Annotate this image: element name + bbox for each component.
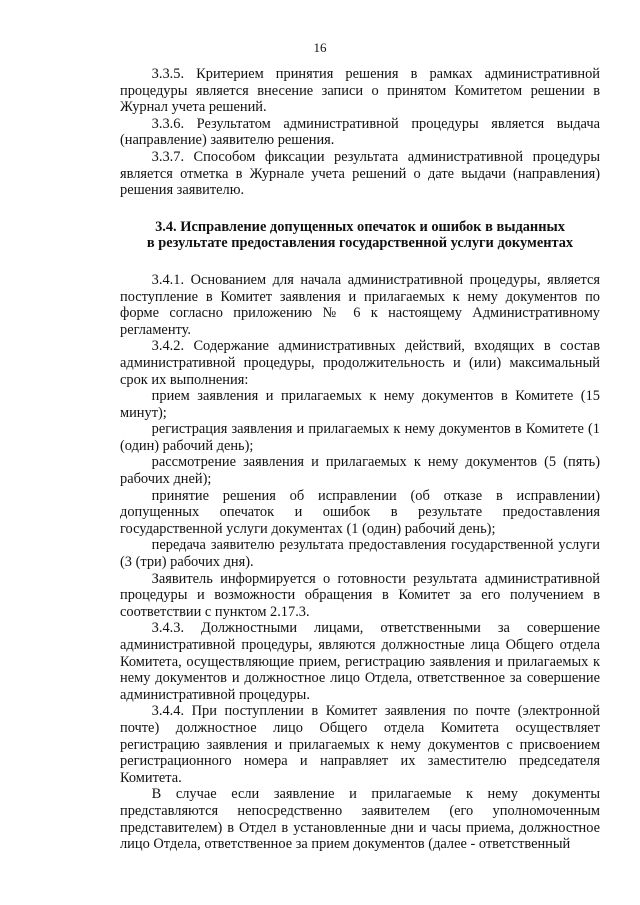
section-title-line-1: 3.4. Исправление допущенных опечаток и ошибок в выданных [155, 218, 565, 235]
paragraph-3-3-6: 3.3.6. Результатом административной процедуры является выдача (направление) заявителю решения. [120, 115, 600, 149]
paragraph-3-4-4: 3.4.4. При поступлении в Комитет заявления по почте (электронной почте) должностное лицо Общего отдела Комитета осуществляет регистрацию заявления и прилагаемых к нему документов с присвоением регистрационного номера и направляет их заместителю председателя Комитета. [120, 703, 600, 786]
document-body [120, 66, 600, 853]
paragraph-3-4-1: 3.4.1. Основанием для начала административной процедуры, является поступление в Комитет заявления и прилагаемых к нему документов по форме согласно приложению № 6 к настоящему Административному регламенту. [120, 271, 600, 338]
paragraph-applicant-informed: Заявитель информируется о готовности результата административной процедуры и возможности обращения в Комитет за его получением в соответствии с пунктом 2.17.3. [120, 570, 600, 620]
paragraph-direct-submission: В случае если заявление и прилагаемые к нему документы представляются непосредственно заявителем (его уполномоченным представителем) в Отдел в установленные дни и часы приема, должностное лицо Отдела, ответственное за прием документов (далее - ответственный [120, 786, 600, 853]
section-title [120, 219, 600, 252]
paragraph-3-4-2: 3.4.2. Содержание административных действий, входящих в состав административной процедуры, продолжительность и (или) максимальный срок их выполнения: [120, 338, 600, 388]
paragraph-3-3-7: 3.3.7. Способом фиксации результата административной процедуры является отметка в Журнале учета решений о дате выдачи (направления) решения заявителю. [120, 148, 600, 199]
list-item-review: рассмотрение заявления и прилагаемых к нему документов (5 (пять) рабочих дней); [120, 454, 600, 488]
page-number: 16 [313, 40, 327, 55]
list-item-registration: регистрация заявления и прилагаемых к нему документов в Комитете (1 (один) рабочий день); [120, 421, 600, 454]
list-item-transfer: передача заявителю результата предоставления государственной услуги (3 (три) рабочих дня). [120, 537, 600, 571]
section-title-line-2: в результате предоставления государственной услуги документах [146, 235, 574, 252]
paragraph-3-4-3: 3.4.3. Должностными лицами, ответственными за совершение административной процедуры, являются должностные лица Общего отдела Комитета, осуществляющие прием, регистрацию заявления и прилагаемых к нему документов и должностное лицо Отдела, ответственное за совершение административной процедуры. [120, 620, 600, 703]
list-item-decision: принятие решения об исправлении (об отказе в исправлении) допущенных опечаток и ошибок в результате предоставления государственной услуги документах (1 (один) рабочий день); [120, 487, 600, 537]
paragraph-3-3-5: 3.3.5. Критерием принятия решения в рамках административной процедуры является внесение записи о принятом Комитетом решении в Журнал учета решений. [120, 66, 600, 116]
list-item-reception: прием заявления и прилагаемых к нему документов в Комитете (15 минут); [120, 388, 600, 421]
